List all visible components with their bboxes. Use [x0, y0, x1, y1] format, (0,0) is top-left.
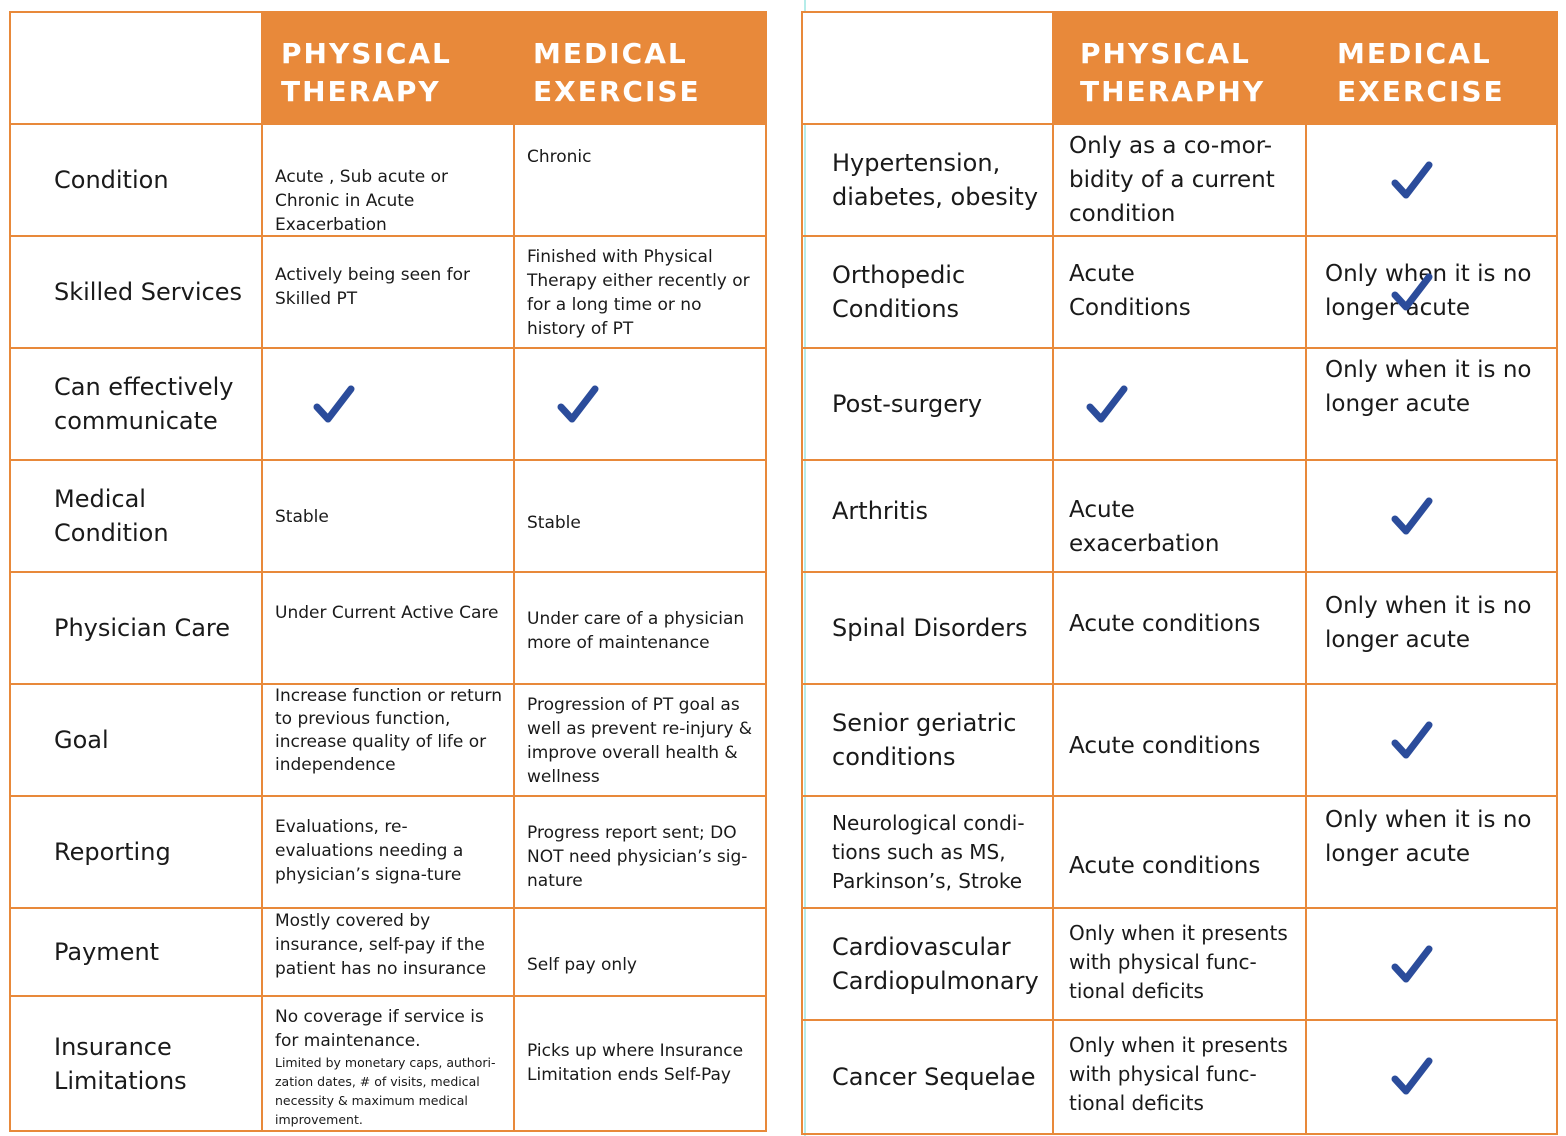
me-cell: Only when it is no longer acute [1307, 573, 1556, 685]
pt-cell: Increase function or return to previous function, increase quality of life or independence [263, 685, 515, 797]
row-label-communicate: Can effectively communicate [11, 349, 263, 461]
header-blank-cell [11, 13, 263, 125]
header-title-line1: MEDICAL [1337, 37, 1492, 70]
pt-cell: Acute conditions [1054, 797, 1307, 909]
pt-cell: Acute conditions [1054, 573, 1307, 685]
row-label-neurological: Neurological condi-tions such as MS, Parkinson’s, Stroke [803, 797, 1054, 909]
header-physical-theraphy [1054, 13, 1307, 125]
row-label-senior-geriatric: Senior geriatric conditions [803, 685, 1054, 797]
checkmark-icon [1391, 273, 1433, 315]
pt-cell [1054, 349, 1307, 461]
row-label-hypertension: Hypertension, diabetes, obesity [803, 125, 1054, 237]
me-cell [515, 349, 765, 461]
pt-cell: Under Current Active Care [263, 573, 515, 685]
me-cell: Progression of PT goal as well as prevent re-injury & improve overall health & wellness [515, 685, 765, 797]
row-label-cancer-sequelae: Cancer Sequelae [803, 1021, 1054, 1133]
header-title-line2: EXERCISE [533, 75, 701, 108]
row-label-physician-care: Physician Care [11, 573, 263, 685]
row-label-orthopedic: Orthopedic Conditions [803, 237, 1054, 349]
row-label-arthritis: Arthritis [803, 461, 1054, 573]
checkmark-icon [557, 385, 599, 427]
me-cell [1307, 125, 1556, 237]
pt-cell: No coverage if service is for maintenance. Limited by monetary caps, authori-zation dates, # of visits, medical necessity & maximum medical improvement. [263, 997, 515, 1130]
checkmark-icon [313, 385, 355, 427]
header-medical-exercise [1307, 13, 1556, 125]
row-label-post-surgery: Post-surgery [803, 349, 1054, 461]
comparison-table-right [801, 11, 1558, 1135]
row-label-reporting: Reporting [11, 797, 263, 909]
me-cell [1307, 461, 1556, 573]
checkmark-icon [1391, 161, 1433, 203]
pt-cell: Only when it presents with physical func-tional deficits [1054, 1021, 1307, 1133]
pt-cell: Actively being seen for Skilled PT [263, 237, 515, 349]
header-physical-therapy [263, 13, 515, 125]
pt-cell-footnote: Limited by monetary caps, authori-zation dates, # of visits, medical necessity & maximum medical improvement. [275, 1055, 496, 1127]
header-title-line1: PHYSICAL [281, 37, 452, 70]
header-title-line2: THERAPHY [1080, 75, 1266, 108]
me-cell: Only when it is no longer acute [1307, 349, 1556, 461]
me-cell [1307, 1021, 1556, 1133]
me-cell: Under care of a physician more of maintenance [515, 573, 765, 685]
row-label-spinal-disorders: Spinal Disorders [803, 573, 1054, 685]
me-cell: Chronic [515, 125, 765, 237]
pt-cell: Evaluations, re-evaluations needing a physician’s signa-ture [263, 797, 515, 909]
me-cell: Only when it is no longer acute [1307, 797, 1556, 909]
pt-cell: Only when it presents with physical func-tional deficits [1054, 909, 1307, 1021]
checkmark-icon [1391, 1057, 1433, 1099]
pt-cell: Acute Conditions [1054, 237, 1307, 349]
me-cell [1307, 685, 1556, 797]
checkmark-icon [1391, 721, 1433, 763]
pt-cell: Mostly covered by insurance, self-pay if the patient has no insurance [263, 909, 515, 997]
pt-cell: Only as a co-mor-bidity of a current condition [1054, 125, 1307, 237]
me-cell: Picks up where Insurance Limitation ends Self-Pay [527, 1041, 744, 1085]
pt-cell: Acute conditions [1054, 685, 1307, 797]
header-title-line2: EXERCISE [1337, 75, 1505, 108]
row-label-insurance-limitations: Insurance Limitations [11, 997, 263, 1130]
me-cell: Only when it is no longer acute [1307, 237, 1556, 349]
header-blank-cell [803, 13, 1054, 125]
pt-cell: Acute exacerbation [1054, 461, 1307, 573]
comparison-table-left [9, 11, 767, 1132]
pt-cell: Acute , Sub acute or Chronic in Acute Exacerbation [263, 125, 515, 237]
me-cell: Stable [515, 461, 765, 573]
checkmark-icon [1086, 385, 1128, 427]
pt-cell: Stable [263, 461, 515, 573]
me-cell [1307, 909, 1556, 1021]
row-label-cardiovascular: Cardiovascular Cardiopulmonary [803, 909, 1054, 1021]
row-label-goal: Goal [11, 685, 263, 797]
checkmark-icon [1391, 945, 1433, 987]
row-label-payment: Payment [11, 909, 263, 997]
checkmark-icon [1391, 497, 1433, 539]
row-label-skilled-services: Skilled Services [11, 237, 263, 349]
row-label-condition: Condition [11, 125, 263, 237]
row-label-medical-condition: Medical Condition [11, 461, 263, 573]
pt-cell [263, 349, 515, 461]
header-title-line1: MEDICAL [533, 37, 688, 70]
me-cell: Self pay only [515, 909, 765, 997]
header-title-line1: PHYSICAL [1080, 37, 1251, 70]
me-cell: Progress report sent; DO NOT need physician’s sig-nature [515, 797, 765, 909]
header-medical-exercise [515, 13, 765, 125]
me-cell: Finished with Physical Therapy either recently or for a long time or no history of PT [515, 237, 765, 349]
header-title-line2: THERAPY [281, 75, 441, 108]
